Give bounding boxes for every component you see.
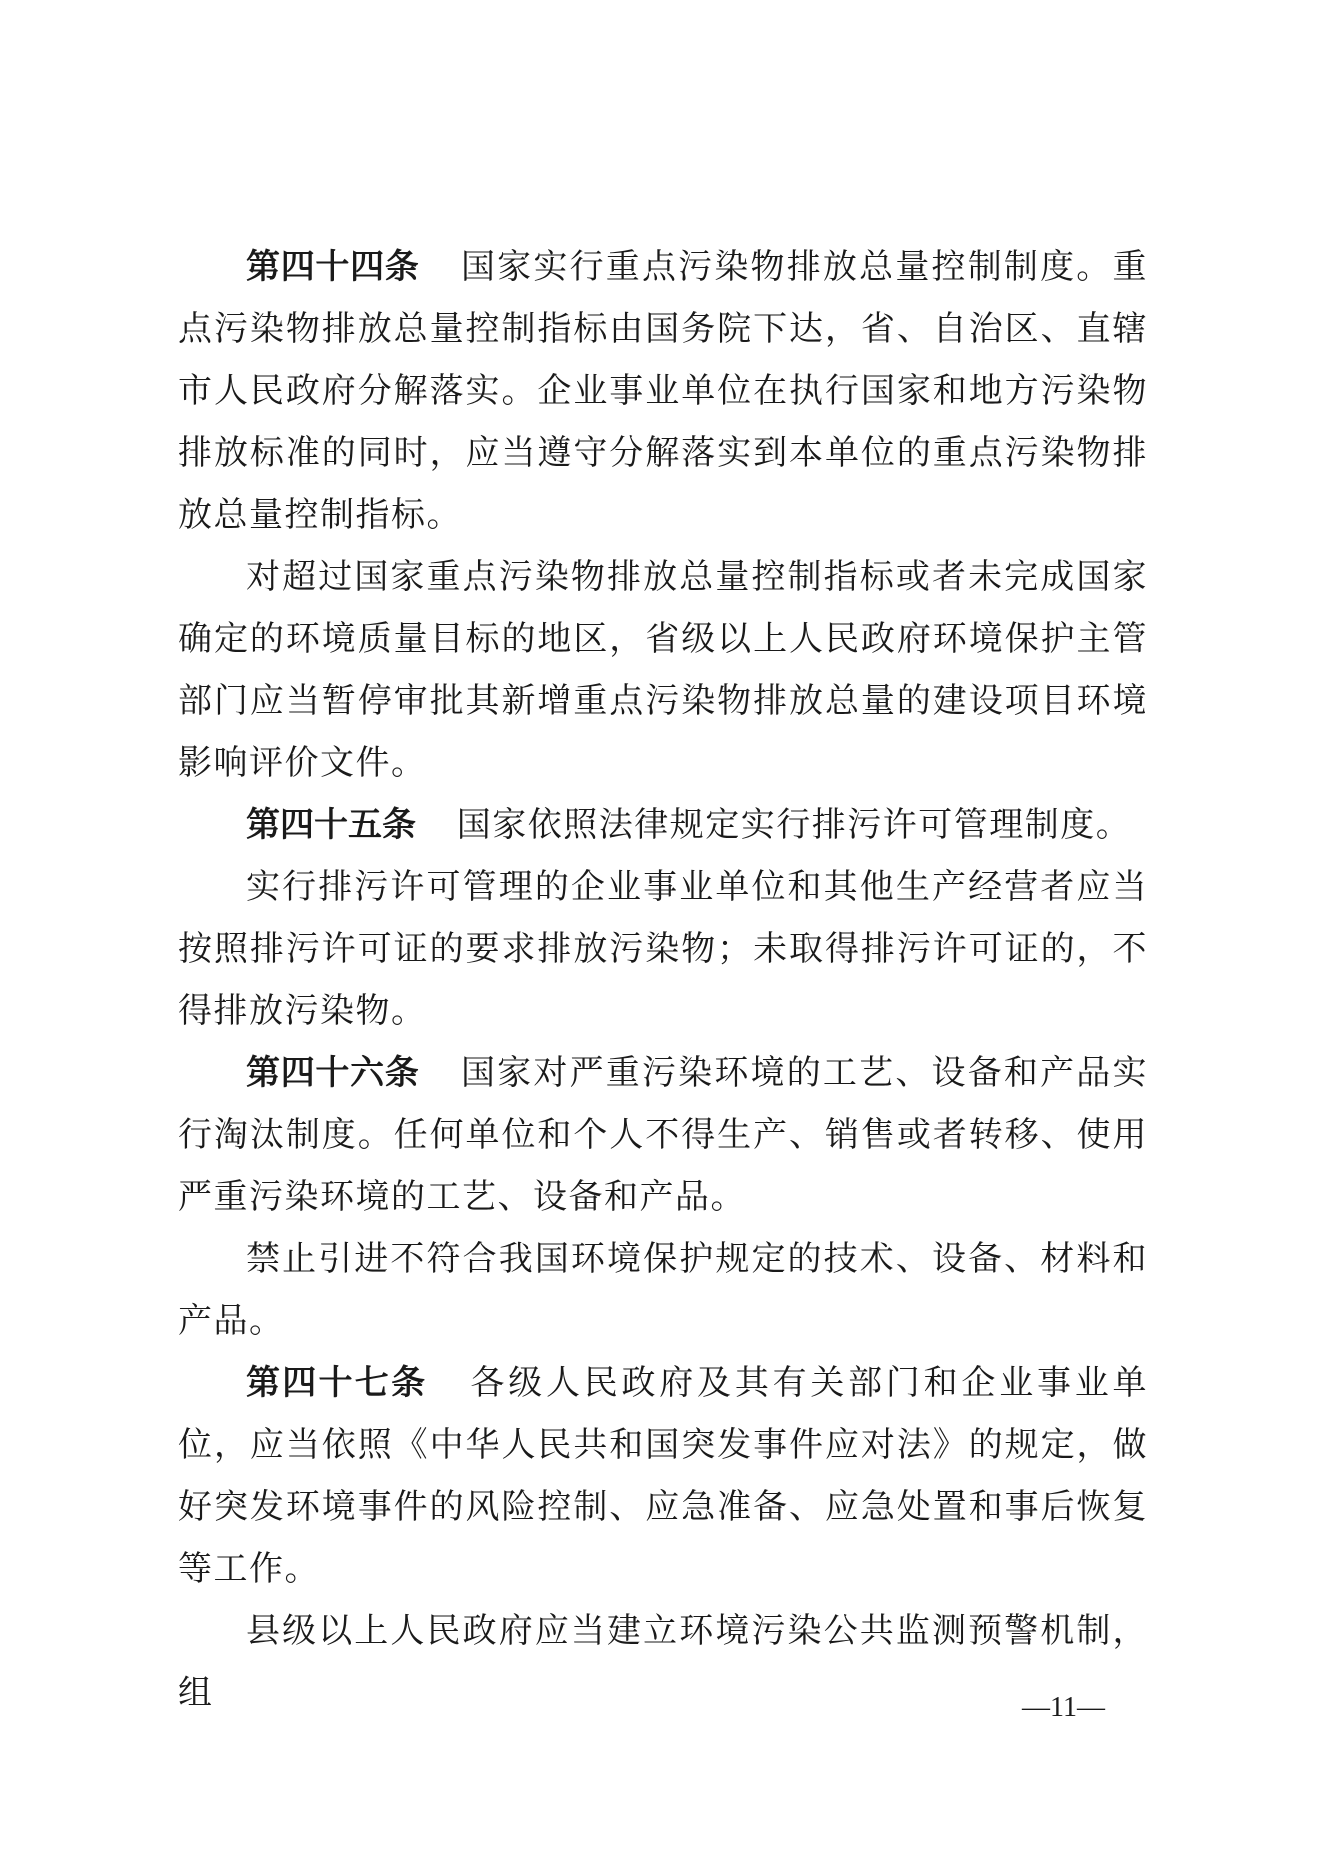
page-number: —11— — [1022, 1692, 1105, 1723]
article-46-title: 第四十六条 — [246, 1053, 420, 1093]
article-45-paragraph-1 — [178, 794, 1148, 856]
article-45-title: 第四十五条 — [246, 805, 416, 845]
article-47-paragraph-1 — [178, 1352, 1148, 1600]
article-46-paragraph-2: 禁止引进不符合我国环境保护规定的技术、设备、材料和产品。 — [178, 1239, 1148, 1341]
article-46-paragraph-1 — [178, 1042, 1148, 1228]
article-44-title: 第四十四条 — [246, 247, 420, 287]
article-44-paragraph-2: 对超过国家重点污染物排放总量控制指标或者未完成国家确定的环境质量目标的地区，省级以上人民政府环境保护主管部门应当暂停审批其新增重点污染物排放总量的建设项目环境影响评价文件。 — [178, 557, 1148, 783]
article-47-text-1: 各级人民政府及其有关部门和企业事业单位，应当依照《中华人民共和国突发事件应对法》的规定，做好突发环境事件的风险控制、应急准备、应急处置和事后恢复等工作。 — [178, 1363, 1149, 1589]
article-46-text-1: 国家对严重污染环境的工艺、设备和产品实行淘汰制度。任何单位和个人不得生产、销售或者转移、使用严重污染环境的工艺、设备和产品。 — [178, 1053, 1149, 1217]
document-body — [178, 236, 1148, 1724]
article-47-title: 第四十七条 — [246, 1363, 428, 1403]
article-47-paragraph-2: 县级以上人民政府应当建立环境污染公共监测预警机制，组 — [178, 1611, 1148, 1713]
article-45-paragraph-2: 实行排污许可管理的企业事业单位和其他生产经营者应当按照排污许可证的要求排放污染物；未取得排污许可证的，不得排放污染物。 — [178, 867, 1148, 1031]
article-44-text-1: 国家实行重点污染物排放总量控制制度。重点污染物排放总量控制指标由国务院下达，省、自治区、直辖市人民政府分解落实。企业事业单位在执行国家和地方污染物排放标准的同时，应当遵守分解落实到本单位的重点污染物排放总量控制指标。 — [178, 247, 1149, 535]
article-45-text-1: 国家依照法律规定实行排污许可管理制度。 — [456, 805, 1132, 845]
article-44-paragraph-1 — [178, 236, 1148, 546]
